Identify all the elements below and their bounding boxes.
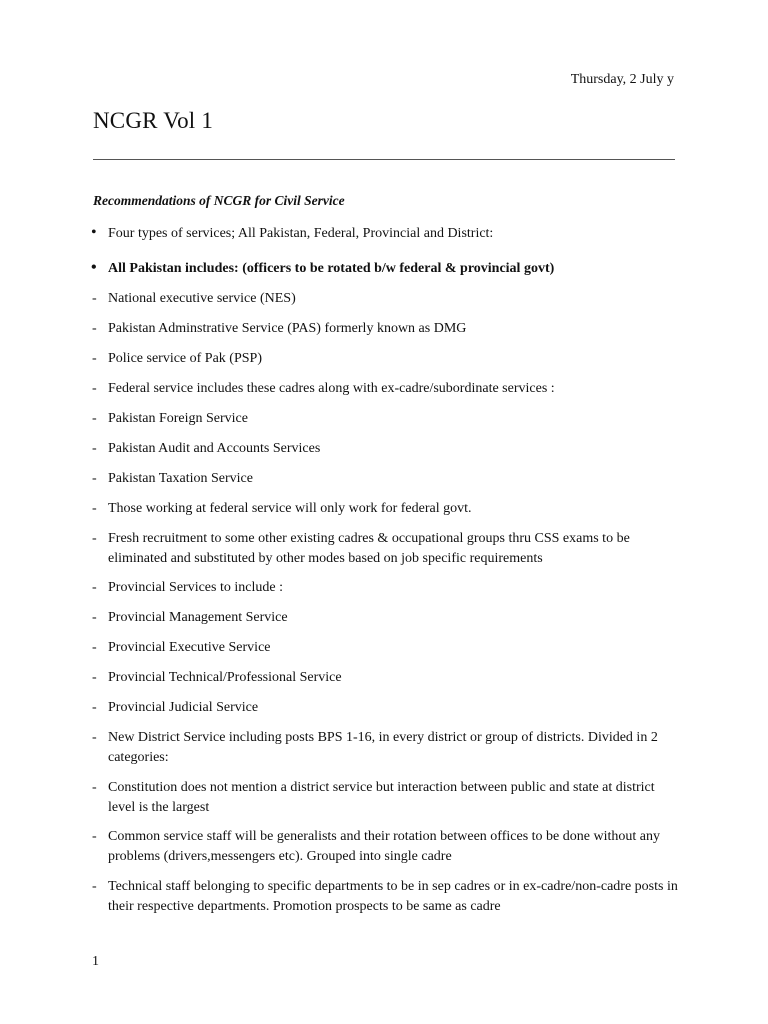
list-item <box>92 379 678 399</box>
list-item-text: Fresh recruitment to some other existing cadres & occupational groups thru CSS exams to be eliminated and substituted by other modes based on job specific requirements <box>108 531 630 566</box>
dash-marker: - <box>92 879 97 894</box>
list-item-text: Those working at federal service will only work for federal govt. <box>108 501 472 516</box>
list-item-text: Provincial Executive Service <box>108 640 271 655</box>
bullet-text: All Pakistan includes: (officers to be rotated b/w federal & provincial govt) <box>108 261 555 276</box>
list-item-text: Technical staff belonging to specific departments to be in sep cadres or in ex-cadre/non-cadre posts in their respective departments. Promotion prospects to be same as cadre <box>108 879 678 914</box>
dash-marker: - <box>92 780 97 795</box>
list-item-text: Provincial Technical/Professional Service <box>108 670 342 685</box>
dash-marker: - <box>92 291 97 306</box>
dash-marker: - <box>92 580 97 595</box>
list-item-text: Provincial Management Service <box>108 610 288 625</box>
dash-marker: - <box>92 381 97 396</box>
list-item-text: Provincial Judicial Service <box>108 700 259 715</box>
list-item <box>92 778 678 818</box>
dash-marker: - <box>92 351 97 366</box>
list-item <box>92 578 678 598</box>
list-item <box>92 499 678 519</box>
dash-marker: - <box>92 730 97 745</box>
list-item-text: Pakistan Audit and Accounts Services <box>108 441 321 456</box>
list-item <box>92 698 678 718</box>
bullet-item <box>91 259 678 279</box>
dash-marker: - <box>92 471 97 486</box>
list-item-text: Common service staff will be generalists and their rotation between offices to be done without any problems (drivers,messengers etc). Grouped into single cadre <box>108 829 660 864</box>
bullet-item <box>91 224 678 244</box>
dash-marker: - <box>92 501 97 516</box>
document-title: NCGR Vol 1 <box>93 108 214 133</box>
header-date: Thursday, 2 July y <box>570 72 674 87</box>
list-item-text: National executive service (NES) <box>108 291 296 306</box>
list-item-text: Constitution does not mention a district service but interaction between public and state at district level is the largest <box>108 780 655 815</box>
list-item <box>92 529 678 569</box>
list-item <box>92 638 678 658</box>
dash-marker: - <box>92 640 97 655</box>
list-item-text: Pakistan Adminstrative Service (PAS) formerly known as DMG <box>108 321 467 336</box>
section-subheading: Recommendations of NCGR for Civil Service <box>93 193 345 208</box>
dash-marker: - <box>92 700 97 715</box>
list-item <box>92 877 678 917</box>
list-item <box>92 608 678 628</box>
list-item <box>92 409 678 429</box>
bullet-marker: • <box>91 259 97 276</box>
dash-marker: - <box>92 321 97 336</box>
list-item-text: Pakistan Taxation Service <box>108 471 253 486</box>
list-item <box>92 827 678 867</box>
dash-marker: - <box>92 531 97 546</box>
dash-marker: - <box>92 441 97 456</box>
title-divider <box>93 159 675 160</box>
bullet-marker: • <box>91 224 97 241</box>
list-item <box>92 439 678 459</box>
list-item-text: Federal service includes these cadres along with ex-cadre/subordinate services : <box>108 381 555 396</box>
bullet-text: Four types of services; All Pakistan, Federal, Provincial and District: <box>108 226 494 241</box>
list-item <box>92 319 678 339</box>
dash-marker: - <box>92 829 97 844</box>
dash-marker: - <box>92 411 97 426</box>
list-item <box>92 289 678 309</box>
list-item-text: Provincial Services to include : <box>108 580 283 595</box>
list-item-text: New District Service including posts BPS 1-16, in every district or group of districts. Divided in 2 categories: <box>108 730 658 765</box>
list-item-text: Pakistan Foreign Service <box>108 411 248 426</box>
list-item-text: Police service of Pak (PSP) <box>108 351 262 366</box>
dash-marker: - <box>92 610 97 625</box>
list-item <box>92 728 678 768</box>
page-number: 1 <box>92 954 99 969</box>
list-item <box>92 349 678 369</box>
list-item <box>92 668 678 688</box>
dash-marker: - <box>92 670 97 685</box>
list-item <box>92 469 678 489</box>
